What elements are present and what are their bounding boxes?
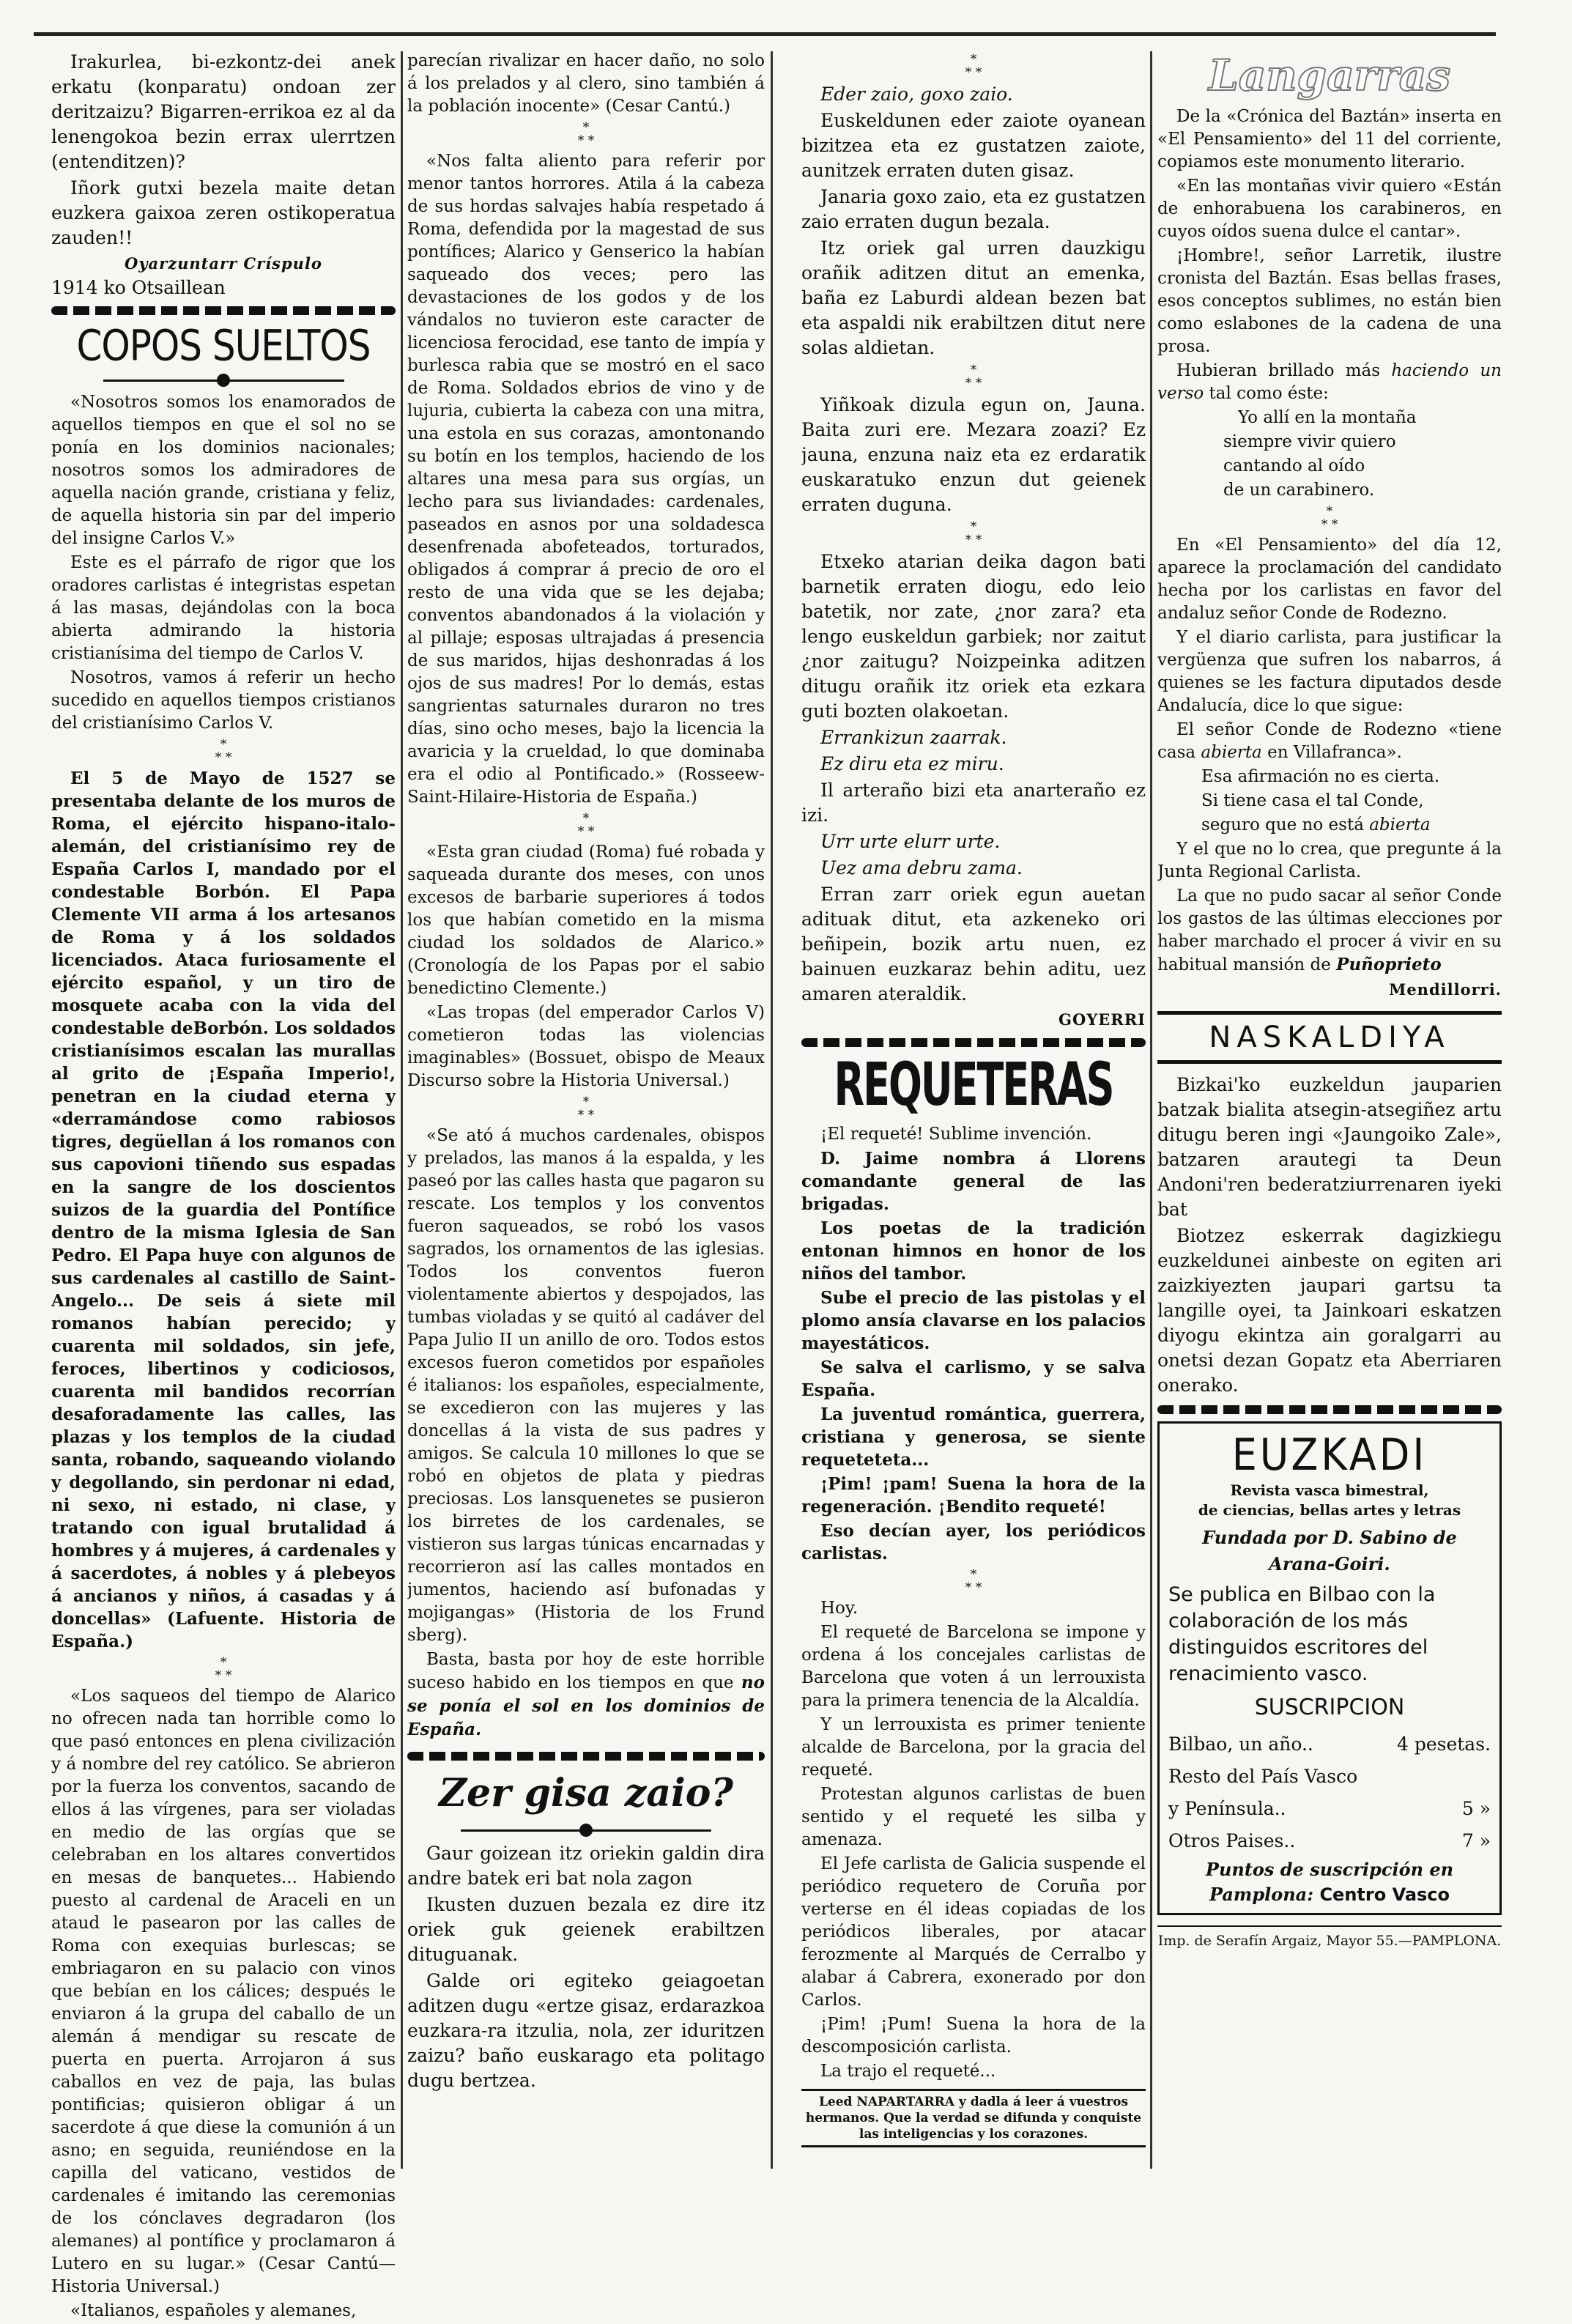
verse-line: Esa afirmación no es cierta.: [1201, 767, 1440, 786]
price-label: Otros Paises..: [1168, 1830, 1296, 1851]
euzkadi-advert: [1157, 1421, 1502, 1915]
section-heading: Zer gisa zaio?: [439, 1771, 733, 1816]
asterism: * * *: [965, 363, 982, 391]
paragraph: Gaur goizean itz oriekin galdin dira andre batek eri bat nola zagon: [407, 1843, 765, 1889]
paragraph-text: Hubieran brillado más: [1176, 361, 1392, 380]
paragraph: «Los saqueos del tiempo de Alarico no ofrecen nada tan horrible como lo que pasó entonces en plena civilización y á nombre del rey católico. Se abrieron por la fuerza los conventos, sacando de ellos á las vírgenes, para ser violadas en medio de las orgías que se celebraban en los altares convertidos en mesas de banquetes... Habiendo puesto al cardenal de Araceli en un ataud le pasearon por las calles de Roma con exequias burlescas; se embriagaron en su palacio con vinos que bebían en los cálices; después le enviaron á la grupa del caballo de un alemán á mendigar su rescate de puerta en puerta. Arrojaron á sus caballos en vez de paja, las bulas pontificias; quisieron obligar á un sacerdote á que diese la comunión á un asno; en seguida, reuniéndose en la capilla del vaticano, vestidos de cardenales é imitando las ceremonias de los cónclaves degradaron (los alemanes) al pontífice y proclamaron á Lutero en su lugar.» (Cesar Cantú—Historia Universal.): [51, 1687, 396, 2296]
verse-line: [1157, 814, 1502, 837]
saying: Ez diru eta ez miru.: [820, 753, 1004, 774]
ornament-divider: [103, 377, 344, 384]
emphasis-text: Puñoprieto: [1336, 955, 1442, 974]
paragraph-text: El señor Conde de Rodezno «tiene casa: [1157, 720, 1502, 762]
verse-line: Yo allí en la montaña: [1238, 408, 1417, 427]
emphasis-text: abierta: [1201, 743, 1262, 762]
section-heading: Langarras: [1208, 51, 1451, 100]
asterism: * * *: [577, 120, 595, 148]
paragraph: Se salva el carlismo, y se salva España.: [801, 1358, 1146, 1400]
paragraph: Hoy.: [820, 1599, 859, 1618]
price-row: [1168, 1728, 1491, 1761]
asterism: * * *: [965, 519, 982, 547]
paragraph: En «El Pensamiento» del día 12, aparece la proclamación del candidato hecha por los carlistas en favor del andaluz señor Conde de Rodezno.: [1157, 536, 1502, 623]
paragraph: El Jefe carlista de Galicia suspende el periódico requetero de Coruña por verterse en él ideas copiadas de los periódicos liberales, por atacar ferozmente al Marqués de Cerralbo y alabar á Cabrera, exonerado por don Carlos.: [801, 1854, 1146, 2010]
paragraph: «En las montañas vivir quiero «Están de enhorabuena los carabineros, en cuyos oídos suena dulce el cantar».: [1157, 177, 1502, 241]
paragraph: [1157, 719, 1502, 764]
paragraph: «Nosotros somos los enamorados de aquellos tiempos en que el sol no se ponía en los dominios nacionales; nosotros somos los admiradores de aquella nación grande, cristiana y feliz, de aquella historia sin par del imperio del insigne Carlos V.»: [51, 393, 396, 548]
paragraph: Y el diario carlista, para justificar la vergüenza que sufren los nabarros, á quienes se les factura diputados desde Andalucía, dice lo que sigue:: [1157, 628, 1502, 715]
paragraph: ¡Pim! ¡Pum! Suena la hora de la descomposición carlista.: [801, 2015, 1146, 2057]
price-row: [1168, 1793, 1491, 1825]
paragraph: Y un lerrouxista es primer teniente alcalde de Barcelona, por la gracia del requeté.: [801, 1715, 1146, 1780]
paragraph: [1157, 885, 1502, 977]
paragraph: El requeté de Barcelona se impone y ordena á los concejales carlistas de Barcelona que voten á un lerrouxista para la primera tenencia de la Alcaldía.: [801, 1623, 1146, 1710]
paragraph: La trajo el requeté...: [820, 2062, 996, 2081]
paragraph: Euskeldunen eder zaiote oyanean bizitzea eta ez gustatzen zaiote, aunitzek erraten duten gisaz.: [801, 110, 1146, 181]
price-label: y Península..: [1168, 1798, 1286, 1819]
advert-title: EUZKADI: [1231, 1429, 1428, 1481]
emphasis-text: haciendo un verso: [1157, 361, 1502, 403]
paragraph-text: Basta, basta por hoy de este horrible suceso habido en los tiempos en que: [407, 1650, 765, 1692]
paragraph: ¡El requeté! Sublime invención.: [820, 1125, 1092, 1144]
column-rule: [771, 51, 773, 2169]
signature: GOYERRI: [1058, 1010, 1146, 1029]
paragraph-text: seguro que no está: [1201, 815, 1370, 835]
price-row: [1168, 1825, 1491, 1857]
emphasis-text: no se ponía el sol en los dominios de España.: [407, 1673, 765, 1739]
paragraph: Itz oriek gal urren dauzkigu orañik aditzen ditut an emenka, baña ez Laburdi aldean bezen bat eta aspaldi nik erabiltzen ditut nere solas aldietan.: [801, 237, 1146, 358]
verse-line: Si tiene casa el tal Conde,: [1201, 791, 1424, 810]
signature: Oyarzuntarr Críspulo: [125, 254, 322, 273]
asterism: * * *: [577, 811, 595, 839]
asterism: * * *: [215, 737, 232, 765]
paragraph: Y el que no lo crea, que pregunte á la Junta Regional Carlista.: [1157, 840, 1502, 881]
price-label: Bilbao, un año..: [1168, 1733, 1313, 1755]
emphasis-text: abierta: [1369, 815, 1431, 835]
asterism: * * *: [1321, 504, 1338, 532]
column-3: [801, 50, 1146, 2147]
paragraph: D. Jaime nombra á Llorens comandante general de las brigadas.: [801, 1149, 1146, 1214]
column-rule: [1150, 51, 1152, 2169]
paragraph: Bizkai'ko euzkeldun jauparien batzak bialita atsegin-atsegiñez artu ditugu beren ingi «Jaungoiko Zale», batzaren arautegi ta Deun Andoni'ren bederatziurrenaren iyeki bat: [1157, 1074, 1502, 1220]
asterism: * * *: [965, 1567, 982, 1595]
paragraph: [407, 1648, 765, 1742]
advert-footer-text: Centro Vasco: [1319, 1884, 1450, 1905]
paragraph: Este es el párrafo de rigor que los oradores carlistas é integristas espetan á las masas, dejándolas con la boca abierta admirando la historia cristianísima del tiempo de Carlos V.: [51, 553, 396, 663]
top-rule: [34, 32, 1496, 36]
paragraph: [1157, 360, 1502, 405]
paragraph: Nosotros, vamos á referir un hecho sucedido en aquellos tiempos cristianos del cristianísimo Carlos V.: [51, 668, 396, 733]
paragraph: Yiñkoak dizula egun on, Jauna. Baita zuri ere. Mezara zoazi? Ez jauna, enzuna naiz eta ez erdaratik euskaratuko enzun dut geienek erraten duguna.: [801, 394, 1146, 515]
section-heading: COPOS SUELTOS: [76, 321, 371, 371]
saying: Eder zaio, goxo zaio.: [820, 84, 1013, 105]
asterism: * * *: [215, 1655, 232, 1683]
paragraph: Il arteraño bizi eta anarteraño ez izi.: [801, 780, 1146, 826]
saying: Urr urte elurr urte.: [820, 831, 1001, 852]
ornament-divider: [51, 306, 396, 315]
paragraph-text: tal como éste:: [1204, 384, 1329, 403]
paragraph-text: La que no pudo sacar al señor Conde los gastos de las últimas elecciones por haber marchado el procer á vivir en su habitual mansión de: [1157, 887, 1502, 974]
column-2: [407, 50, 765, 2095]
paragraph: «Nos falta aliento para referir por menor tantos horrores. Atila á la cabeza de sus hordas salvajes había respetado á Roma, defendida por la magestad de sus pontífices; Alarico y Genserico la habían saqueado dos veces; pero las devastaciones de los godos y de los vándalos no tuvieron este caracter de licenciosa ferocidad, ese tanto de impía y burlesca rabia que se mostró en el saco de Roma. Soldados ebrios de vino y de lujuria, cubierta la cabeza con una mitra, una estola en sus corazas, amontonando su botín en los templos, haciendo de los altares una mesa para sus orgías, un lecho para sus liviandades: cardenales, paseados en asnos por una soldadesca desenfrenada abofeteados, torturados, obligados á comprar á precio de oro el resto de una vida que se les dejaba; conventos abandonados á la violación y al pillaje; esposas ultrajadas á presencia de sus maridos, hijas deshonradas á los ojos de sus madres! Por lo demás, estas sangrientas saturnales duraron no tres días, sino ocho meses, bajo la licencia la avaricia y la crueldad, lo que dominaba era el odio al Pontificado.» (Rosseew-Saint-Hilaire-Historia de España.): [407, 152, 765, 807]
ornament-divider: [1157, 1405, 1502, 1414]
paragraph: ¡Pim! ¡pam! Suena la hora de la regeneración. ¡Bendito requeté!: [801, 1474, 1146, 1517]
price-value: 7 »: [1461, 1830, 1491, 1851]
paragraph: De la «Crónica del Baztán» inserta en «El Pensamiento» del 11 del corriente, copiamos este monumento literario.: [1157, 107, 1502, 171]
paragraph: Etxeko atarian deika dagon bati barnetik erraten diogu, edo leio batetik, nor zate, ¿nor zara? eta lengo euskeldun garbiek; nor zaitut ¿nor zaitugu? Noizpeinka aditzen ditugu orañik itz oriek eta ezkara guti bozten olakoetan.: [801, 551, 1146, 722]
price-row: [1168, 1761, 1491, 1793]
paragraph-text: en Villafranca».: [1261, 743, 1402, 762]
verse-line: siempre vivir quiero: [1223, 432, 1396, 451]
column-1: [51, 50, 396, 2324]
signature: Mendillorri.: [1389, 980, 1502, 999]
advert-founder: Fundada por D. Sabino de Arana-Goiri.: [1202, 1527, 1457, 1574]
verse-line: de un carabinero.: [1223, 481, 1375, 500]
date-line: 1914 ko Otsaillean: [51, 277, 226, 298]
advert-subtitle: Revista vasca bimestral,: [1230, 1481, 1429, 1499]
paragraph: Sube el precio de las pistolas y el plomo ansía clavarse en los palacios mayestáticos.: [801, 1288, 1146, 1353]
paragraph: Janaria goxo zaio, eta ez gustatzen zaio erraten dugun bezala.: [801, 186, 1146, 232]
paragraph: La juventud romántica, guerrera, cristiana y generosa, se siente requeteteta...: [801, 1405, 1146, 1470]
advert-body: Se publica en Bilbao con la colaboración de los más distinguidos escritores del renacimiento vasco.: [1168, 1583, 1436, 1685]
paragraph: Los poetas de la tradición entonan himnos en honor de los niños del tambor.: [801, 1218, 1146, 1284]
paragraph: Eso decían ayer, los periódicos carlistas.: [801, 1521, 1146, 1563]
intro-paragraph: Iñork gutxi bezela maite detan euzkera gaixoa zeren ostikoperatua zauden!!: [51, 177, 396, 248]
price-value: 5 »: [1461, 1798, 1491, 1819]
ornament-divider: [407, 1752, 765, 1761]
paragraph: Ikusten duzuen bezala ez dire itz oriek guk geienek erabiltzen dituguanak.: [407, 1894, 765, 1965]
column-4: [1157, 50, 1502, 1950]
paragraph: El 5 de Mayo de 1527 se presentaba delante de los muros de Roma, el ejército hispano-italo-alemán, del cristianísimo rey de España Carlos I, mandado por el condestable Borbón. El Papa Clemente VII arma á los artesanos de Roma y á los soldados licenciados. Ataca furiosamente el ejército español, y un tiro de mosquete acaba con la vida del condestable deBorbón. Los soldados cristianísimos escalan las murallas al grito de ¡España Imperio!, penetran en la ciudad eterna y «derramándose como rabiosos tigres, degüellan á los romanos con sus capovioni tiñendo sus espadas en la sangre de los doscientos suizos de la guardia del Pontífice dentro de la misma Iglesia de San Pedro. El Papa huye con algunos de sus cardenales al castillo de Saint-Angelo... De seis á siete mil romanos habían perecido; y cuarenta mil soldados, sin jefe, feroces, libertinos y codiciosos, cuarenta mil bandidos recorrían desaforadamente las calles, las plazas y los templos de la ciudad santa, robando, saqueando violando y degollando, sin perdonar ni edad, ni sexo, ni estado, ni clase, y tratando con igual brutalidad á hombres y á mujeres, á cardenales y á sacerdotes, á nobles y á plebeyos á ancianos y niños, á casadas y á doncellas» (Lafuente. Historia de España.): [51, 769, 396, 1651]
paragraph: Protestan algunos carlistas de buen sentido y el requeté les silba y amenaza.: [801, 1785, 1146, 1849]
advert-footer-text: Pamplona:: [1209, 1884, 1320, 1905]
column-rule: [401, 51, 403, 2169]
section-heading: REQUETERAS: [834, 1050, 1113, 1120]
notice-box: Leed NAPARTARRA y dadla á leer á vuestros hermanos. Que la verdad se difunda y conquiste las inteligencias y los corazones.: [801, 2089, 1146, 2147]
paragraph: «Se ató á muchos cardenales, obispos y prelados, las manos á la espalda, y les paseó por las calles hasta que pagaron su rescate. Los templos y los conventos fueron saqueados, se robó los vasos sagrados, los ornamentos de las iglesias. Todos los conventos fueron violentamente abiertos y despojados, las tumbas violadas y se quitó al cadáver del Papa Julio II un anillo de oro. Todos estos excesos fueron cometidos por españoles é italianos: los españoles, especialmente, se excedieron con las mujeres y las doncellas á la vista de sus padres y amigos. Se calcula 10 millones lo que se robó en objetos de plata y piedras preciosas. Los lansquenetes se pusieron los birretes de los cardenales, se vistieron sus largas túnicas encarnadas y recorrieron así las calles montados en jumentos, haciendo así bufonadas y mojigangas» (Historia de los Frund sberg).: [407, 1126, 765, 1645]
advert-footer: Puntos de suscripción en: [1205, 1859, 1454, 1880]
section-heading: NASKALDIYA: [1157, 1011, 1502, 1064]
paragraph: «Esta gran ciudad (Roma) fué robada y saqueada durante dos meses, con unos excesos de barbarie superiores á todos los que habían cometido en la misma ciudad los soldados de Alarico.» (Cronología de los Papas por el sabio benedictino Clemente.): [407, 843, 765, 998]
imprint-line: Imp. de Serafín Argaiz, Mayor 55.—PAMPLONA.: [1157, 1925, 1502, 1950]
asterism: * * *: [577, 1095, 595, 1122]
intro-paragraph: Irakurlea, bi-ezkontz-dei anek erkatu (konparatu) ondoan zer deritzaizu? Bigarren-errikoa ez al da lenengokoa bezin errax ulerrtzen (entenditzen)?: [51, 51, 396, 172]
saying: Errankizun zaarrak.: [820, 727, 1007, 748]
price-label: Resto del País Vasco: [1168, 1766, 1358, 1787]
price-value: 4 pesetas.: [1396, 1733, 1491, 1755]
paragraph: Galde ori egiteko geiagoetan aditzen dugu «ertze gisaz, erdarazkoa euzkara-ra itzulia, nola, zer iduritzen zaizu? baño euskarago eta politago dugu bertzea.: [407, 1970, 765, 2091]
asterism: * * *: [965, 52, 982, 80]
advert-footer: [1168, 1882, 1491, 1907]
paragraph: «Las tropas (del emperador Carlos V) cometieron todas las violencias imaginables» (Bossuet, obispo de Meaux Discurso sobre la Historia Universal.): [407, 1003, 765, 1090]
paragraph: Biotzez eskerrak dagizkiegu euzkeldunei ainbeste on egiten ari zaizkiyezten jaupari gartsu ta langille oyei, ta Jainkoari eskatzen diyogu ekintza ain goralgarri au onetsi dezan Gopatz eta Aberriaren onerako.: [1157, 1225, 1502, 1396]
ornament-divider: [461, 1827, 711, 1834]
advert-subscription-title: SUSCRIPCION: [1254, 1695, 1405, 1720]
paragraph: «Italianos, españoles y alemanes,: [70, 2301, 357, 2320]
paragraph: Erran zarr oriek egun auetan adituak ditut, eta azkeneko ori beñipein, bozik artu nuen, ez bainuen euzkaraz behin aditu, uez amaren ateraldik.: [801, 884, 1146, 1004]
advert-subtitle: de ciencias, bellas artes y letras: [1198, 1501, 1461, 1519]
paragraph: parecían rivalizar en hacer daño, no solo á los prelados y al clero, sino también á la población inocente» (Cesar Cantú.): [407, 51, 765, 116]
verse-line: cantando al oído: [1223, 456, 1365, 475]
paragraph: ¡Hombre!, señor Larretik, ilustre cronista del Baztán. Esas bellas frases, esos conceptos sublimes, no están bien como eslabones de la cadena de una prosa.: [1157, 246, 1502, 356]
saying: Uez ama debru zama.: [820, 857, 1023, 878]
